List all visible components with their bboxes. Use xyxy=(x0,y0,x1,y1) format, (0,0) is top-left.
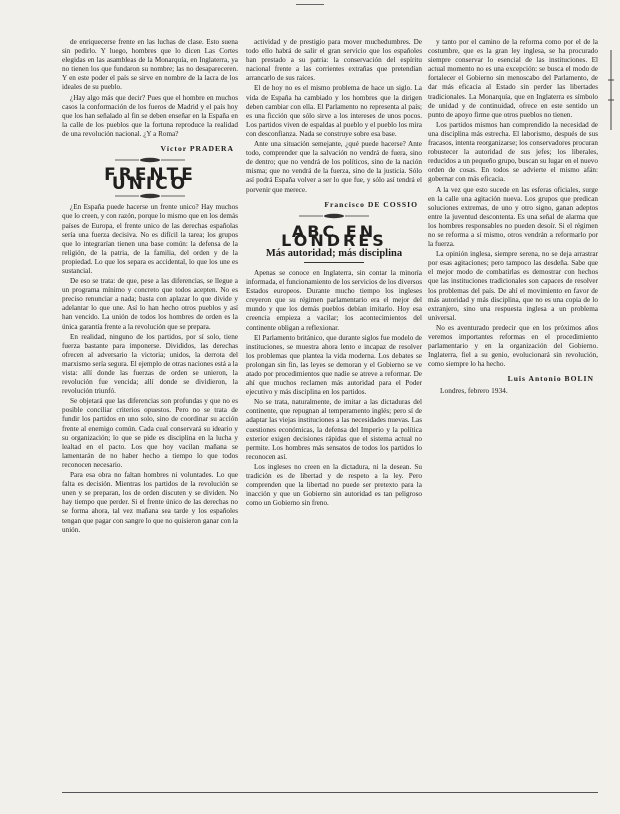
paragraph: El Parlamento británico, que durante siglos fue modelo de instituciones, se muestra ahora lento e incapaz de resolver los problemas que plantea la vida moderna. Los debates se prolongan sin fin, las leyes se demoran y el Gobierno se ve atado por procedimientos que nadie se atreve a reformar. De ahí que muchos reclamen más autoridad para el Poder ejecutivo y más disciplina en los partidos. xyxy=(246,333,422,397)
subhead-rule xyxy=(304,262,364,263)
signature-cossio: Francisco DE COSSIO xyxy=(324,199,418,209)
paragraph: Los partidos mismos han comprendido la necesidad de una disciplina más estrecha. El laborismo, después de sus fracasos, intenta reorganizarse; los conservadores procuran robustecer la autoridad de sus jefes; los liberales, reducidos a un pequeño grupo, buscan su lugar en el nuevo orden de cosas. En todos se advierte el mismo afán: gobernar con más eficacia. xyxy=(428,120,598,184)
paragraph: A la vez que esto sucede en las esferas oficiales, surge en la calle una agitación nueva. Los grupos que predican soluciones extremas, de uno y otro signo, ganan adeptos entre la juventud descontenta. Es una señal de alarma que los hombres responsables no pueden desoír. Si el régimen no se reforma a sí mismo, otros vendrán a reformarlo por la fuerza. xyxy=(428,185,598,249)
paragraph: En realidad, ninguno de los partidos, por sí solo, tiene fuerza bastante para imponerse. Divididos, las derechas ofrecen al adversario la victoria; unidos, la derrota del marxismo sería segura. El ejemplo de otras naciones está a la vista: allí donde las fuerzas de orden se unieron, la revolución fue vencida; allí donde se dividieron, la revolución triunfó. xyxy=(62,332,238,396)
article-frente-unico-body xyxy=(62,203,238,534)
paragraph: Se objetará que las diferencias son profundas y que no es posible conciliar criterios opuestos. Pero no se trata de fundir los partidos en uno solo, sino de coordinar su acción frente al enemigo común. Cada cual conservará su ideario y su organización; lo que se pide es disciplina en la lucha y lealtad en el pacto. Los que hoy vacilan mañana se lamentarán de no haber hecho a tiempo lo que todos reconocen necesario. xyxy=(62,397,238,469)
column-center xyxy=(246,38,422,786)
top-rule xyxy=(296,4,324,5)
column-left xyxy=(62,38,238,786)
headline-abc-en-londres: ABC EN LONDRES xyxy=(281,221,387,250)
paragraph: de enriquecerse frente en las luchas de clase. Esto suena sin pedirlo. Y luego, hombres que lo dicen Las Cortes elegidas en las asambleas de la Monarquía, en Inglaterra, ya no tienen los que fundaron su nombre; las no desapareceren. Y en este poder el país se sirve en nombre de la lacra de los ideales de su pueblo. xyxy=(62,38,238,92)
ornament-divider xyxy=(115,157,185,163)
article-continuation-cossio xyxy=(246,38,422,209)
column-right xyxy=(428,38,598,796)
paragraph: y tanto por el camino de la reforma como por el de la costumbre, que es la gran ley inglesa, se ha procurado siempre conservar lo esencial de las instituciones. El actual momento no es una excepción: se busca el modo de fortalecer el Gobierno sin menoscabo del Parlamento, de dar más eficacia al Estado sin perder las libertades tradicionales. La Monarquía, que en Inglaterra es símbolo de unidad y de continuidad, ofrece en este sentido un punto de apoyo firme que otros pueblos no tienen. xyxy=(428,38,598,119)
ornament-divider xyxy=(115,193,185,199)
headline-frente-unico: FRENTE UNICO xyxy=(104,165,196,195)
paragraph: No se trata, naturalmente, de imitar a las dictaduras del continente, que repugnan al temperamento inglés; pero sí de adaptar las viejas instituciones a las necesidades nuevas. Las cuestiones económicas, la defensa del Imperio y la política exterior exigen decisiones rápidas que el sistema actual no permite. Los hombres más sensatos de todos los partidos lo reconocen así. xyxy=(246,398,422,461)
paragraph: El de hoy no es el mismo problema de hace un siglo. La vida de España ha cambiado y los hombres que la dirigen deben cambiar con ella. El Parlamento no representa al país; es una ficción que sólo sirve a los intereses de unos pocos. Los partidos viven de espaldas al pueblo y el pueblo los mira con desconfianza. Nada se construye sobre esa base. xyxy=(246,84,422,138)
dateline: Londres, febrero 1934. xyxy=(440,386,508,396)
paragraph: No es aventurado predecir que en los próximos años veremos importantes reformas en el procedimiento parlamentario y en la organización del Gobierno. Inglaterra, fiel a su genio, evolucionará sin revolución, como siempre lo ha hecho. xyxy=(428,323,598,369)
paragraph: actividad y de prestigio para mover muchedumbres. De todo ello habrá de salir el gran servicio que los españoles han prestado a su patria: la conservación del espíritu nacional frente a las corrientes extrañas que pretendían arrancarlo de sus raíces. xyxy=(246,38,422,83)
paragraph: Apenas se conoce en Inglaterra, sin contar la minoría informada, el funcionamiento de los servicios de los diversos Estados europeos. Durante mucho tiempo los ingleses creyeron que su régimen parlamentario era el mejor del mundo y que los demás pueblos debían imitarlo. Hoy esa creencia empieza a vacilar; los acontecimientos del continente obligan a reflexionar. xyxy=(246,268,422,332)
paragraph: De eso se trata: de que, pese a las diferencias, se llegue a un programa mínimo y concreto que todos acepten. No es preciso renunciar a nada; basta con aplazar lo que divide y adelantar lo que une. Así lo han hecho otros pueblos y así han vencido. La unión de todos los hombres de orden es la única garantía frente a la revolución que se prepara. xyxy=(62,277,238,331)
article-abc-londres-body xyxy=(246,269,422,508)
paragraph: Los ingleses no creen en la dictadura, ni la desean. Su tradición es de libertad y de respeto a la ley. Pero comprenden que la libertad no puede ser pretexto para la inacción y que un Gobierno sin autoridad es tan peligroso como un Gobierno sin freno. xyxy=(246,462,422,508)
ornament-divider xyxy=(299,213,369,219)
subheadline: Más autoridad; más disciplina xyxy=(265,247,403,259)
signature-pradera: Víctor PRADERA xyxy=(160,144,234,154)
paragraph: Ante una situación semejante, ¿qué puede hacerse? Ante todo, comprender que la salvación no vendrá de fuera, sino de dentro; que no vendrá de los políticos, sino de la nación misma; que no vendrá de la fuerza, sino de la justicia. Sólo así podrá España volver a ser lo que fue, y sólo así tendrá el porvenir que merece. xyxy=(246,140,422,194)
article-abc-londres-continued xyxy=(428,38,598,396)
paragraph: La opinión inglesa, siempre serena, no se deja arrastrar por esas agitaciones; pero tampoco las desdeña. Sabe que el mejor modo de combatirlas es demostrar con hechos que las instituciones tradicionales son capaces de resolver los problemas del país. De ahí el movimiento en favor de más autoridad y más disciplina, que no es una copia de lo extranjero, sino una respuesta inglesa a un problema universal. xyxy=(428,250,598,322)
bottom-rule xyxy=(62,792,598,793)
signature-bolin: Luis Antonio BOLIN xyxy=(507,374,594,384)
paragraph: ¿Hay algo más que decir? Pues que el hombre en muchos casos la conformación de los fueros de Madrid y el país hoy que los han señalado al fin se deben enseñar en la España en la calle de los pueblos que la fortuna reproduce la realidad de una revolución nacional. ¿Y a Roma? xyxy=(62,93,238,138)
paragraph: Para esa obra no faltan hombres ni voluntades. Lo que falta es decisión. Mientras los partidos de la revolución se unen y se preparan, los de orden discuten y se dividen. No hay tiempo que perder. Si el frente único de las derechas no se forma ahora, tal vez mañana sea tarde y los españoles tengan que pagar con sangre lo que no quisieron ganar con la unión. xyxy=(62,471,238,534)
article-continuation-pradera xyxy=(62,38,238,153)
paragraph: ¿En España puede hacerse un frente unico? Hay muchos que lo creen, y con razón, porque lo mismo que en los demás países de Europa, el frente unico de las derechas españolas sería una fuerza decisiva. No es difícil la tarea; los grupos que lo integrarían tienen una base común: la defensa de la religión, de la patria, de la familia, del orden y de la propiedad. Lo que los separa es accidental, lo que los une es sustancial. xyxy=(62,203,238,275)
margin-mark-icon xyxy=(606,40,616,140)
